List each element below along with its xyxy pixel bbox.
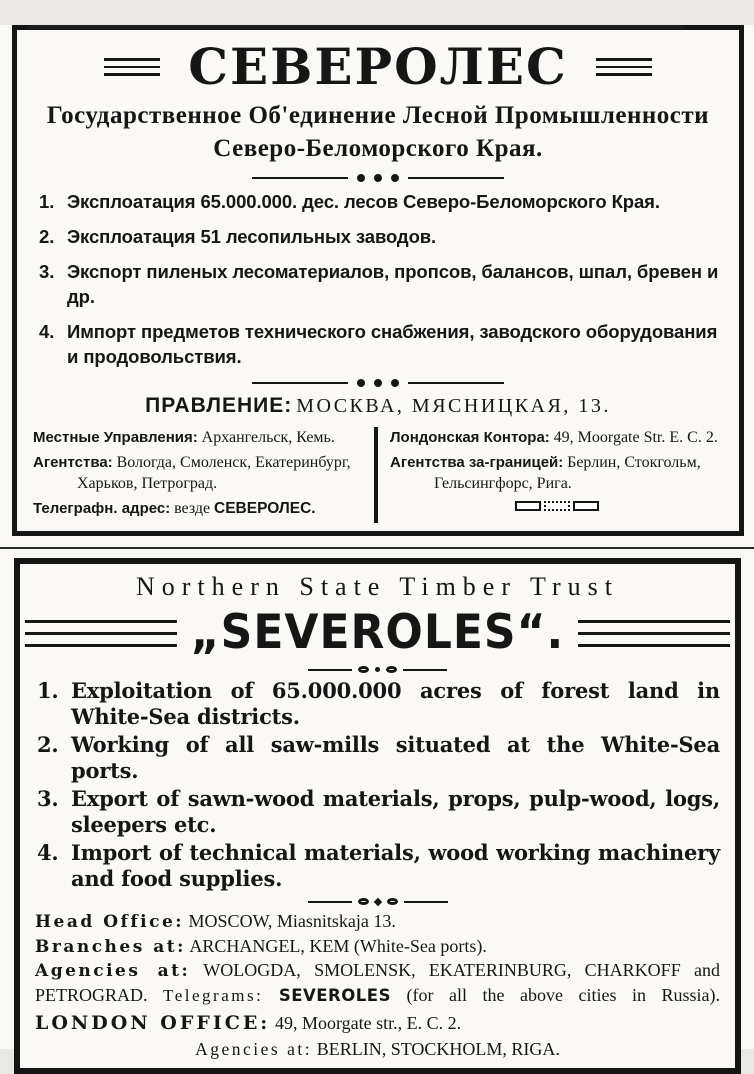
contacts-columns	[33, 427, 723, 523]
triple-lines-icon	[596, 58, 652, 76]
item-number: 3.	[37, 786, 59, 811]
contact-label: Agencies at:	[35, 961, 191, 981]
board-label: ПРАВЛЕНИЕ:	[145, 394, 293, 417]
scanned-advertisement-page	[0, 25, 754, 1059]
item-text: Import of technical materials, wood working machinery and food supplies.	[71, 840, 720, 891]
russian-items-list	[35, 189, 723, 369]
contacts-column-right	[378, 427, 723, 523]
contact-row	[33, 452, 366, 494]
list-item	[35, 786, 720, 837]
oval-rings-divider-icon	[35, 666, 720, 673]
item-number: 4.	[37, 840, 59, 865]
city-name: PETROGRAD.	[35, 984, 148, 1005]
item-number: 2.	[37, 732, 59, 757]
telegraph-name: СЕВЕРОЛЕС.	[214, 500, 316, 517]
print-artifact-bar	[28, 25, 684, 29]
contact-row	[35, 935, 720, 960]
english-contacts	[35, 910, 720, 1062]
contact-value: MOSCOW, Miasnitskaja 13.	[188, 911, 396, 931]
contact-row	[35, 910, 720, 935]
rings-divider-icon	[33, 379, 723, 387]
subtitle-line-1: Государственное Об'единение Лесной Промышленности	[46, 102, 710, 129]
item-number: 1.	[37, 678, 59, 703]
contact-label: Агентства за-границей:	[390, 454, 564, 471]
english-items-list	[35, 678, 720, 891]
contact-value: Архангельск, Кемь.	[201, 429, 335, 446]
contact-value: BERLIN, STOCKHOLM, RIGA.	[316, 1039, 560, 1059]
contact-value: WOLOGDA, SMOLENSK, EKATERINBURG, CHARKOFF and	[203, 960, 720, 980]
rule-ornament-icon	[390, 501, 723, 511]
item-number: 3.	[39, 261, 55, 282]
triple-lines-icon	[578, 620, 730, 647]
company-title-en: „SEVEROLES“.	[190, 604, 565, 660]
section-separator-line	[0, 547, 754, 549]
item-number: 1.	[39, 191, 55, 212]
contact-label: Агентства:	[33, 454, 113, 471]
item-number: 2.	[39, 226, 55, 247]
contact-value: 49, Moorgate Str. E. C. 2.	[553, 429, 718, 446]
contact-label: LONDON OFFICE:	[35, 1012, 271, 1034]
item-text: Эксплоатация 51 лесопильных заводов.	[67, 226, 437, 247]
item-text: Exploitation of 65.000.000 acres of forest land in White-Sea districts.	[71, 678, 720, 729]
list-item	[35, 189, 723, 214]
item-text: Импорт предметов технического снабжения, заводского оборудования и продовольствия.	[67, 321, 718, 367]
telegrams-value: SEVEROLES	[278, 985, 391, 1005]
item-text: Эксплоатация 65.000.000. дес. лесов Северо-Беломорского Края.	[67, 191, 660, 212]
contacts-column-left	[33, 427, 374, 523]
contact-label: Лондонская Контора:	[390, 429, 550, 446]
board-address-line	[33, 394, 723, 418]
telegrams-note: (for all the above cities in Russia).	[406, 984, 721, 1005]
contact-value: Берлин, Стокгольм, Гельсингфорс, Рига.	[434, 454, 701, 492]
contact-row	[33, 498, 366, 519]
item-text: Working of all saw-mills situated at the White-Sea ports.	[71, 732, 720, 783]
oval-rings-divider-icon	[35, 898, 720, 905]
contact-label: Head Office:	[35, 912, 185, 932]
contact-label: Branches at:	[35, 936, 186, 957]
triple-lines-icon	[104, 58, 160, 76]
contact-value: везде	[174, 500, 211, 517]
list-item	[35, 319, 723, 369]
rings-divider-icon	[33, 174, 723, 182]
list-item	[35, 678, 720, 729]
company-title-ru: СЕВЕРОЛЕС	[188, 37, 568, 96]
russian-subtitle	[33, 99, 723, 165]
contact-row	[35, 1037, 720, 1062]
contact-value: Вологда, Смоленск, Екатеринбург, Харьков, Петроград.	[77, 454, 351, 492]
item-number: 4.	[39, 321, 55, 342]
item-text: Export of sawn-wood materials, props, pulp-wood, logs, sleepers etc.	[71, 786, 720, 837]
list-item	[35, 840, 720, 891]
contact-value: 49, Moorgate str., E. C. 2.	[274, 1013, 462, 1033]
english-brand-row	[35, 604, 720, 660]
list-item	[35, 224, 723, 249]
contact-row	[390, 452, 723, 494]
russian-title-row	[33, 38, 723, 96]
contact-row	[390, 427, 723, 448]
telegrams-label: Telegrams:	[163, 985, 264, 1005]
subtitle-line-2: Северо-Беломорского Края.	[213, 135, 543, 162]
contact-label: Телеграфн. адрес:	[33, 500, 171, 517]
contact-label: Местные Управления:	[33, 429, 198, 446]
contact-row	[33, 427, 366, 448]
item-text: Экспорт пиленых лесоматериалов, пропсов, балансов, шпал, бревен и др.	[67, 261, 719, 307]
contact-row	[35, 959, 720, 984]
list-item	[35, 259, 723, 309]
contact-value: ARCHANGEL, KEM (White-Sea ports).	[189, 935, 487, 956]
list-item	[35, 732, 720, 783]
contact-row-continuation	[35, 984, 720, 1008]
contact-label: Agencies at:	[195, 1039, 313, 1059]
russian-ad-box	[12, 25, 744, 536]
contact-row	[35, 1011, 720, 1037]
english-ad-box	[14, 558, 741, 1074]
triple-lines-icon	[25, 620, 177, 647]
english-title: Northern State Timber Trust	[136, 572, 619, 601]
board-value: МОСКВА, МЯСНИЦКАЯ, 13.	[296, 395, 611, 417]
